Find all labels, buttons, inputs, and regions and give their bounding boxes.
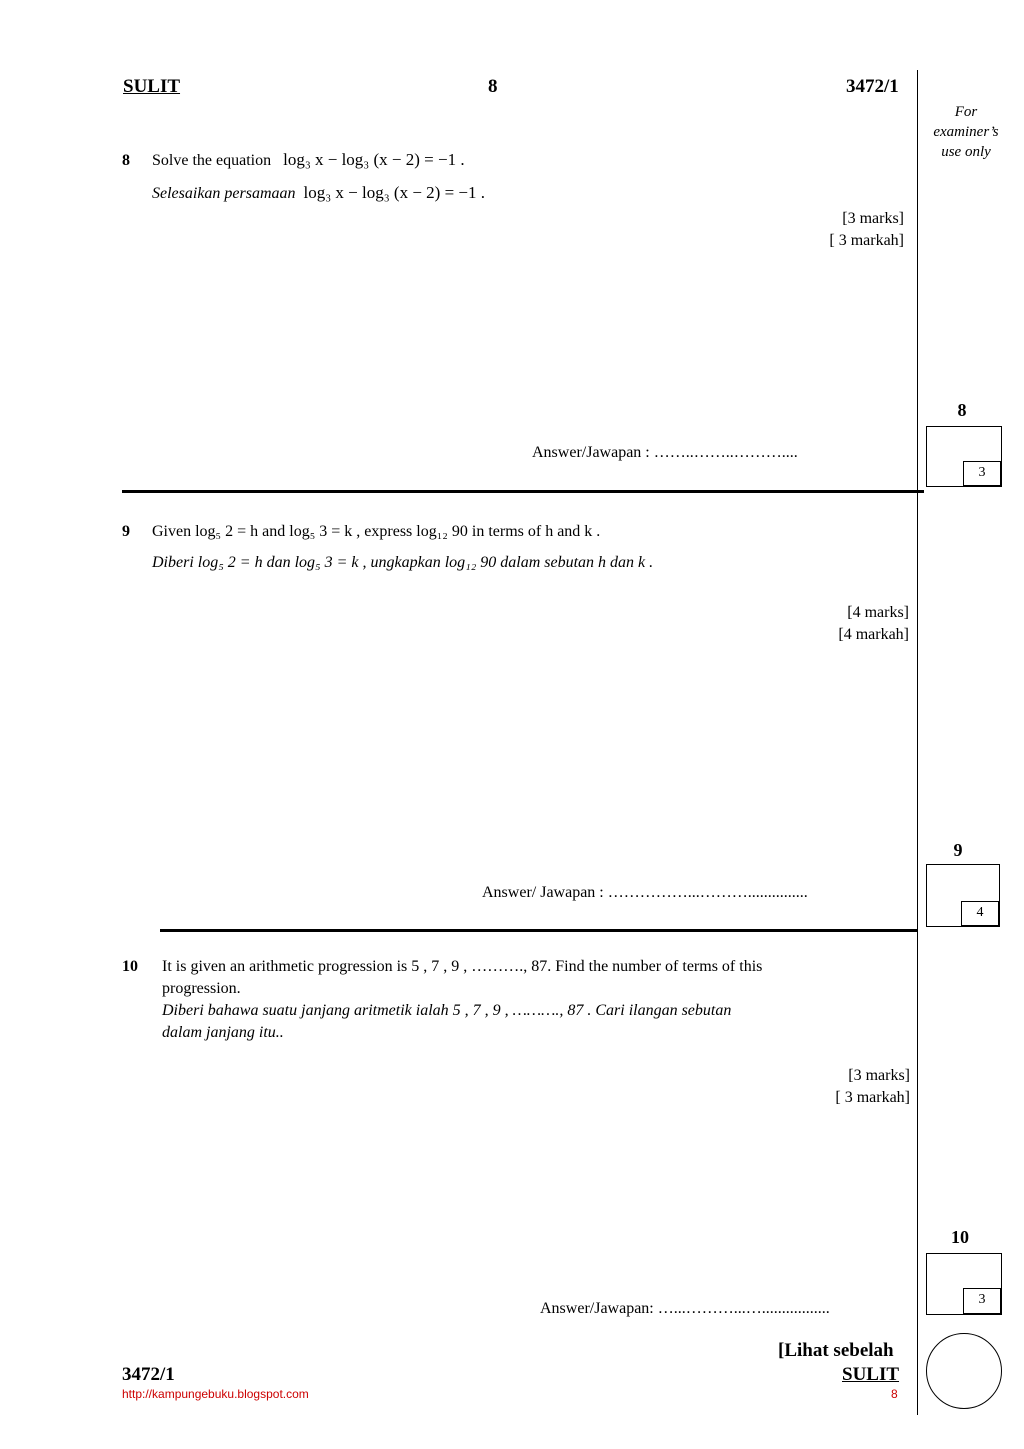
question-10-number: 10 <box>122 958 138 975</box>
question-10-line2: progression. <box>162 980 241 997</box>
question-10-marks <box>700 1065 910 1109</box>
question-8-answer-line[interactable]: Answer/Jawapan : ……..……..……….... <box>532 444 798 461</box>
question-8-marks-en: [3 marks] <box>842 210 904 227</box>
divider-9-10 <box>160 929 918 932</box>
total-score-circle[interactable] <box>926 1333 1002 1409</box>
question-10-max-marks: 3 <box>963 1288 1001 1314</box>
divider-8-9 <box>122 490 924 493</box>
question-10-malay-line1: Diberi bahawa suatu janjang aritmetik ialah 5 , 7 , 9 , ………., 87 . Cari ilangan sebutan <box>162 1002 732 1019</box>
question-8-max-marks: 3 <box>963 461 1001 486</box>
examiner-note <box>922 102 1010 162</box>
footer-turn-over: [Lihat sebelah <box>778 1340 894 1361</box>
question-8-score-label: 8 <box>957 400 967 420</box>
footer-page-number: 8 <box>891 1387 898 1401</box>
question-8-number: 8 <box>122 152 130 169</box>
question-9-text: Given log₅ 2 = h and log₅ 3 = k , express log₁₂ 90 in terms of h and k . <box>152 523 601 540</box>
question-10-marks-en: [3 marks] <box>848 1067 910 1084</box>
question-9-malay: Diberi log₅ 2 = h dan log₅ 3 = k , ungkapkan log₁₂ 90 dalam sebutan h dan k . <box>152 554 654 571</box>
question-10-score-label: 10 <box>951 1227 969 1247</box>
question-8-lead: Solve the equation <box>152 152 272 169</box>
header-paper-code: 3472/1 <box>846 76 899 97</box>
question-10-english <box>122 956 138 978</box>
question-8-marks <box>700 208 904 252</box>
examiner-margin-line <box>917 70 918 1415</box>
question-10-malay-line2: dalam janjang itu.. <box>162 1024 284 1041</box>
footer-paper-code: 3472/1 <box>122 1364 175 1385</box>
examiner-note-line1: For <box>954 104 978 120</box>
question-8-equation: log₃ x − log₃ (x − 2) = −1 . <box>283 150 465 169</box>
question-9-max-marks: 4 <box>961 901 999 926</box>
header-sulit: SULIT <box>123 76 181 97</box>
question-10-text <box>162 956 762 1044</box>
question-8-malay-lead: Selesaikan persamaan <box>152 185 296 202</box>
question-10-answer-line[interactable]: Answer/Jawapan: …...………...…................. <box>540 1300 830 1317</box>
question-9-number: 9 <box>122 523 130 540</box>
question-8-english <box>122 149 465 172</box>
question-8-malay <box>152 182 485 205</box>
footer-link[interactable]: http://kampungebuku.blogspot.com <box>122 1387 309 1401</box>
question-8-malay-equation: log₃ x − log₃ (x − 2) = −1 . <box>303 183 486 202</box>
question-9-marks <box>700 602 909 646</box>
examiner-note-line3: use only <box>941 144 991 160</box>
examiner-note-line2: examiner’s <box>933 124 999 140</box>
question-8-marks-ms: [ 3 markah] <box>829 232 904 249</box>
question-9-answer-line[interactable]: Answer/ Jawapan : ……………...………............... <box>482 884 808 901</box>
question-9-marks-en: [4 marks] <box>847 604 909 621</box>
question-9-english <box>122 521 600 543</box>
question-10-marks-ms: [ 3 markah] <box>835 1089 910 1106</box>
question-10-line1: It is given an arithmetic progression is 5 , 7 , 9 , ………., 87. Find the number of terms of this <box>162 958 763 975</box>
footer-sulit: SULIT <box>842 1364 900 1385</box>
header-page-number: 8 <box>488 76 498 97</box>
question-9-marks-ms: [4 markah] <box>838 626 909 643</box>
question-9-score-label: 9 <box>953 840 963 860</box>
